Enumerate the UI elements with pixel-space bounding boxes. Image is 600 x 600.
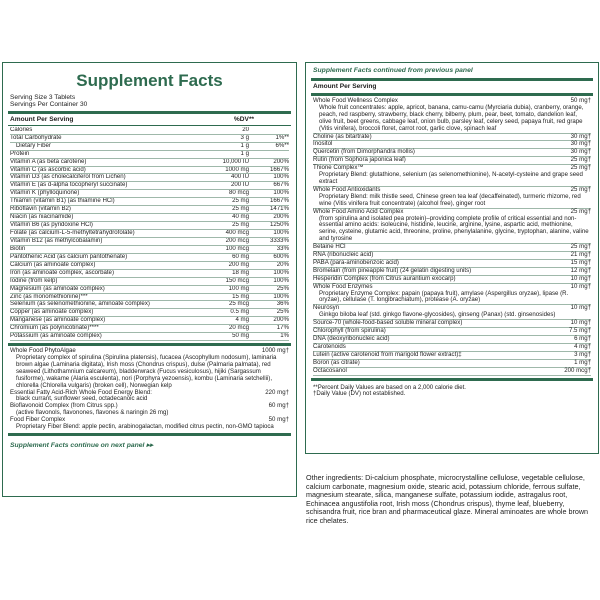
nutrient-amount: 200 mg — [228, 261, 249, 268]
footnotes — [306, 383, 598, 401]
divider — [8, 125, 291, 126]
divider — [311, 378, 593, 381]
nutrient-dv: 20% — [276, 261, 289, 268]
nutrient-dv: 33% — [276, 245, 289, 252]
blend-description: Proprietary Fiber Blend: apple pectin, arabinogalactan, modified citrus pectin, non-GMO tapioca — [16, 423, 274, 431]
nutrient-dv: 1471% — [270, 206, 289, 213]
nutrient-row — [10, 286, 289, 294]
ingredient-amount: 4 mg† — [574, 342, 591, 350]
nutrient-dv: 100% — [273, 293, 289, 300]
blend-amount: 220 mg† — [265, 388, 289, 396]
ingredient-amount: 30 mg† — [570, 132, 591, 140]
divider — [311, 93, 593, 96]
nutrient-dv: 100% — [273, 230, 289, 236]
nutrient-amount: 80 mcg — [229, 190, 249, 197]
nutrient-name: Copper (as aminoate complex) — [10, 309, 94, 316]
ingredient-name: DNA (deoxyribonucleic acid) — [313, 335, 390, 342]
ingredient-name: Octacosanol — [313, 366, 347, 374]
serving-size: Serving Size 3 Tablets — [10, 94, 76, 101]
nutrient-row — [10, 325, 289, 333]
ingredient-row — [313, 165, 591, 187]
ingredient-name: Carotenoids — [313, 342, 346, 350]
nutrient-dv: 1667% — [270, 166, 289, 173]
nutrient-row — [10, 127, 289, 135]
ingredient-name: Neurosyn — [313, 304, 340, 312]
nutrient-dv: 600% — [273, 253, 289, 260]
nutrient-name: Total Carbohydrate — [10, 134, 62, 141]
ingredient-name: Betaine HCl — [313, 243, 346, 251]
ingredient-description: Ginkgo biloba leaf (std. ginkgo flavone-glycosides), ginseng (Panax) (std. ginsenosides) — [319, 311, 556, 319]
ingredient-amount: 7.5 mg† — [568, 327, 591, 335]
ingredient-amount: 15 mg† — [570, 258, 591, 266]
continued-title: Supplement Facts continued from previous panel — [313, 67, 473, 74]
nutrient-name: Vitamin B12 (as methylcobalamin) — [10, 237, 103, 244]
blend-name: Whole Food PhytoAlgae — [10, 347, 76, 355]
nutrient-dv: 3333% — [270, 237, 289, 244]
nutrient-dv: 100% — [273, 174, 289, 181]
ingredient-description: Proprietary Blend: milk thistle seed, Chinese green tea leaf (decaffeinated), turmeric rhizome, red wine (Vitis vinifera fruit concentrate) (alcohol free), ginger root — [319, 192, 581, 207]
blend-description: (active flavonols, flavonones, flavones & naringin 26 mg) — [16, 409, 169, 417]
ingredient-header — [313, 260, 591, 267]
nutrient-dv: 1% — [280, 333, 289, 340]
ingredient-name: Hesperidin Complex (from Citrus aurantium exocarp) — [313, 274, 456, 282]
ingredient-row — [313, 98, 591, 134]
divider — [8, 343, 291, 346]
nutrient-row — [10, 317, 289, 325]
ingredient-name: Chlorophyll (from spirulina) — [313, 327, 386, 335]
ingredient-amount: 25 mg† — [570, 185, 591, 193]
ingredient-amount: 30 mg† — [570, 148, 591, 156]
ingredient-name: Source-70 (whole-food-based soluble mineral complex) — [313, 319, 463, 327]
nutrient-name: Pantothenic Acid (as calcium pantothenate) — [10, 253, 128, 260]
ingredient-row — [313, 368, 591, 376]
nutrient-row — [10, 246, 289, 254]
supplement-facts-panel-left — [2, 62, 297, 497]
ingredient-amount: 10 mg† — [570, 282, 591, 290]
nutrient-dv — [249, 151, 289, 158]
ingredient-amount: 200 mcg† — [564, 366, 591, 374]
ingredient-name: Whole Food Antioxidants — [313, 185, 381, 193]
nutrient-dv: 1%** — [275, 134, 289, 141]
ingredient-amount: 25 mg† — [570, 207, 591, 215]
other-ingredients: Other ingredients: Di-calcium phosphate, microcrystalline cellulose, vegetable cellulose, calcium carbonate, magnesium oxide, stearic acid, potassium chloride, ferrous sulfate, magnesium stearate, silica, manganese sulfate, potassium iodide, astragalus root, Echinacea angustifolia root, Irish moss (Chondrus crispus), thyme leaf, blueberry, schisandra fruit, rice bran and pharmaceutical glaze. Mineral aminoates are whole brown rice chelates. — [306, 473, 589, 525]
nutrient-row — [10, 214, 289, 222]
ingredient-row — [313, 336, 591, 344]
nutrient-amount: 3 g — [240, 134, 249, 141]
nutrient-name: Magnesium (as aminoate complex) — [10, 285, 105, 292]
nutrient-name: Potassium (as aminoate complex) — [10, 333, 102, 340]
nutrient-name: Selenium (as selenomethionine, aminoate complex) — [10, 301, 150, 308]
nutrient-name: Manganese (as aminoate complex) — [10, 317, 106, 324]
ingredient-header — [313, 252, 591, 259]
ingredient-description: (from spirulina and isolated pea protein)–providing complete profile of critical essential and non-essential amino acids: isoleucine, histidine, leucine, arginine, lysine, aspartic acid, methionine, serine, cysteine, glutamic acid, threonine, proline, phenylalanine, glycine, tryptophan, alanine, valine and tyrosine — [319, 214, 589, 243]
ingredient-header — [313, 368, 591, 375]
nutrient-name: Vitamin C (as ascorbic acid) — [10, 166, 86, 173]
nutrient-row — [10, 151, 289, 159]
ingredient-header — [313, 268, 591, 275]
ingredient-amount: 25 mg† — [570, 243, 591, 251]
nutrient-name: Folate (as calcium-L-5-methyltetrahydrofolate) — [10, 230, 135, 236]
ingredient-name: Whole Food Enzymes — [313, 282, 373, 290]
nutrient-dv: 6%** — [275, 142, 289, 149]
nutrient-amount: 1 g — [240, 142, 249, 149]
nutrient-amount: 200 mcg — [225, 237, 249, 244]
ingredient-header — [313, 134, 591, 141]
nutrient-name: Vitamin D3 (as cholecalciferol from Lichen) — [10, 174, 126, 181]
nutrient-dv: 100% — [273, 277, 289, 284]
nutrient-dv: 1667% — [270, 198, 289, 205]
nutrient-name: Niacin (as niacinamide) — [10, 214, 74, 221]
ingredient-name: Choline (as bitartrate) — [313, 132, 372, 140]
nutrient-name: Vitamin K (phylloquinone) — [10, 190, 80, 197]
continue-note: Supplement Facts continue on next panel ▸▸ — [10, 442, 154, 449]
nutrient-amount: 25 mg — [232, 198, 249, 205]
nutrient-dv: 100% — [273, 190, 289, 197]
amount-per-serving-label: Amount Per Serving — [10, 115, 74, 123]
nutrient-name: Iodine (from kelp) — [10, 277, 58, 284]
column-header — [306, 83, 598, 91]
nutrient-dv — [249, 127, 289, 134]
ingredient-name: Thione Complex™ — [313, 164, 364, 172]
nutrient-amount: 18 mg — [232, 269, 249, 276]
footnote: **Percent Daily Values are based on a 2,000 calorie diet. — [313, 383, 467, 391]
nutrient-name: Calcium (as aminoate complex) — [10, 261, 96, 268]
blend-amount: 1000 mg† — [261, 347, 289, 355]
nutrient-amount: 200 IU — [231, 182, 249, 189]
ingredient-row — [313, 305, 591, 320]
nutrient-dv: 36% — [276, 301, 289, 308]
nutrient-table — [3, 127, 296, 341]
nutrient-amount: 50 mg — [232, 333, 249, 340]
ingredient-amount: 12 mg† — [570, 266, 591, 274]
nutrient-row — [10, 230, 289, 238]
nutrient-amount: 10,000 IU — [222, 158, 249, 165]
ingredient-description: Whole fruit concentrates: apple, apricot, banana, camu-camu (Myrciaria dubia), cranberry, orange, peach, red raspberry, strawberry, black cherry, bilberry, plum, pear, beet, tomato, dandelion leaf, olive fruit, beet greens, cabbage leaf, onion bulb, parsley leaf, celery seed, papaya fruit, red grape (Vitis vinifera), broccoli floret, carrot root, garlic clove, spinach leaf — [319, 103, 584, 132]
ingredient-amount: 1 mg† — [574, 358, 591, 366]
nutrient-amount: 25 mcg — [229, 301, 249, 308]
nutrient-name: Dietary Fiber — [16, 142, 51, 149]
ingredient-name: Rutin (from Sophora japonica leaf) — [313, 156, 406, 164]
ingredient-header — [313, 276, 591, 283]
blend-description: black currant, sunflower seed, octadecanoic acid — [16, 395, 148, 403]
divider — [8, 111, 291, 114]
dv-label: %DV** — [233, 115, 255, 123]
footnote: †Daily Value (DV) not established. — [313, 390, 406, 398]
ingredient-name: Quercetin (from Dimorphandra mollis) — [313, 148, 415, 156]
nutrient-row — [10, 206, 289, 214]
ingredient-header — [313, 320, 591, 327]
ingredient-header — [313, 328, 591, 335]
ingredient-amount: 6 mg† — [574, 335, 591, 342]
blend-amount: 60 mg† — [268, 402, 289, 410]
ingredient-row — [313, 360, 591, 368]
nutrient-name: Riboflavin (vitamin B2) — [10, 206, 71, 213]
nutrient-name: Zinc (as monomethionine)*** — [10, 293, 88, 300]
nutrient-row — [10, 222, 289, 230]
blend-name: Food Fiber Complex — [10, 416, 66, 424]
nutrient-dv: 25% — [276, 285, 289, 292]
divider — [8, 433, 291, 436]
nutrient-row — [10, 190, 289, 198]
ingredient-name: Whole Food Amino Acid Complex — [313, 207, 404, 215]
nutrient-amount: 4 mg — [235, 317, 249, 324]
ingredient-table — [306, 98, 598, 376]
ingredient-amount: 10 mg† — [570, 319, 591, 327]
nutrient-row — [10, 238, 289, 246]
nutrient-name: Iron (as aminoate complex, ascorbate) — [10, 269, 114, 276]
nutrient-dv: 17% — [276, 325, 289, 332]
nutrient-row — [10, 198, 289, 206]
nutrient-name: Vitamin A (as beta carotene) — [10, 158, 87, 165]
nutrient-name: Calories — [10, 126, 33, 133]
nutrient-amount: 400 IU — [231, 174, 249, 181]
ingredient-amount: 25 mg† — [570, 156, 591, 164]
nutrient-row — [10, 167, 289, 175]
ingredient-name: Boron (as citrate) — [313, 358, 360, 366]
ingredient-header — [313, 244, 591, 251]
nutrient-row — [10, 159, 289, 167]
ingredient-description: Proprietary Enzyme Complex: papain (papaya fruit), amylase (Aspergillus oryzae), lipase (R. oryzae), cellulase (T. longibrachiatum), protease (A. oryzae) — [319, 289, 569, 304]
nutrient-amount: 100 mcg — [225, 245, 249, 252]
nutrient-row — [10, 333, 289, 341]
ingredient-row — [313, 134, 591, 142]
nutrient-amount: 25 mg — [232, 206, 249, 213]
blend-name: Essential Fatty Acid-Rich Whole Food Energy Blend: — [10, 388, 152, 396]
nutrient-name: Vitamin E (as d-alpha tocopheryl succinate) — [10, 182, 128, 189]
blend-description: Proprietary complex of spirulina (Spirulina platensis), fucacea (Ascophyllum nodosum), laminaria brown algae (Laminaria digitata), Irish moss (Chondrus crispus), dulse (Palmaria palmata), red seaweed (Lithothamnium calcareum), bladderwrack (Fucus vesiculosus), hijiki (Sargassum fusiforme), wakame (Alaria esculenta), nori (Porphyra yezoensis), kombu (Laminaria setchellii), chlorella (Chlorella vulgaris) (broken cell), Norwegian kelp — [16, 354, 277, 389]
nutrient-amount: 25 mg — [232, 222, 249, 229]
ingredient-row — [313, 209, 591, 245]
blend-amount: 50 mg† — [268, 416, 289, 424]
nutrient-name: Biotin — [10, 245, 26, 252]
nutrient-amount: 15 mg — [232, 293, 249, 300]
ingredient-header — [313, 360, 591, 367]
ingredient-header — [313, 149, 591, 156]
ingredient-amount: 3 mg† — [574, 350, 591, 358]
ingredient-amount: 10 mg† — [570, 304, 591, 312]
nutrient-dv: 200% — [273, 214, 289, 221]
nutrient-row — [10, 254, 289, 262]
ingredient-amount: 50 mg† — [570, 97, 591, 104]
nutrient-amount: 60 mg — [232, 253, 249, 260]
nutrient-dv: 667% — [273, 182, 289, 189]
nutrient-row — [10, 301, 289, 309]
nutrient-name: Protein — [10, 150, 30, 157]
nutrient-name: Thiamin (vitamin B1) (as thiamine HCl) — [10, 198, 115, 205]
nutrient-amount: 0.5 mg — [230, 309, 249, 316]
nutrient-dv: 100% — [273, 269, 289, 276]
nutrient-amount: 400 mcg — [225, 230, 249, 236]
ingredient-description: Proprietary Blend: glutathione, selenium (as selenomethionine), N-acetyl-cysteine and grape seed extract — [319, 171, 583, 185]
nutrient-dv: 25% — [276, 309, 289, 316]
amount-per-serving-label: Amount Per Serving — [313, 83, 377, 90]
nutrient-amount: 100 mg — [228, 285, 249, 292]
divider — [311, 78, 593, 81]
nutrient-dv: 200% — [273, 158, 289, 165]
ingredient-name: PABA (para-aminobenzoic acid) — [313, 258, 399, 266]
ingredient-header — [313, 352, 591, 359]
nutrient-row — [10, 309, 289, 317]
ingredient-amount: 21 mg† — [570, 251, 591, 259]
ingredient-name: RNA (ribonucleic acid) — [313, 251, 374, 259]
nutrient-amount: 150 mcg — [225, 277, 249, 284]
blend-name: Bioflavonoid Complex (from Citrus spp.) — [10, 402, 118, 410]
nutrient-dv: 200% — [273, 317, 289, 324]
ingredient-name: Inositol — [313, 140, 333, 148]
supplement-facts-panel-right — [305, 62, 599, 454]
ingredient-header — [313, 157, 591, 164]
ingredient-name: Whole Food Wellness Complex — [313, 97, 398, 104]
ingredient-amount: 25 mg† — [570, 164, 591, 172]
ingredient-name: Bromelain (from pineapple fruit) (24 gelatin digesting units) — [313, 266, 472, 274]
nutrient-row — [10, 294, 289, 302]
ingredient-header — [313, 344, 591, 351]
nutrient-row — [10, 270, 289, 278]
nutrient-row — [10, 143, 289, 151]
column-header — [3, 116, 296, 124]
nutrient-row — [10, 262, 289, 270]
ingredient-amount: 10 mg† — [570, 274, 591, 282]
blend-list — [3, 348, 296, 431]
nutrient-row — [10, 278, 289, 286]
nutrient-amount: 1 g — [240, 150, 249, 157]
ingredient-name: Lutein (active carotenoid from marigold flower extract)‡ — [313, 350, 462, 358]
nutrient-row — [10, 174, 289, 182]
ingredient-header — [313, 336, 591, 343]
ingredient-row — [313, 187, 591, 209]
nutrient-amount: 1000 mg — [225, 166, 249, 173]
nutrient-amount: 40 mg — [232, 214, 249, 221]
ingredient-header — [313, 141, 591, 148]
servings-per-container: Servings Per Container 30 — [10, 101, 88, 109]
nutrient-amount: 20 — [242, 126, 249, 133]
nutrient-row — [10, 182, 289, 190]
nutrient-amount: 20 mcg — [229, 325, 249, 332]
ingredient-row — [313, 284, 591, 306]
panel-title: Supplement Facts — [76, 71, 223, 90]
ingredient-amount: 30 mg† — [570, 140, 591, 148]
nutrient-name: Chromium (as polynicotinate)**** — [10, 325, 99, 332]
nutrient-dv: 1250% — [270, 222, 289, 229]
nutrient-row — [10, 135, 289, 143]
nutrient-name: Vitamin B6 (as pyridoxine HCl) — [10, 222, 93, 229]
